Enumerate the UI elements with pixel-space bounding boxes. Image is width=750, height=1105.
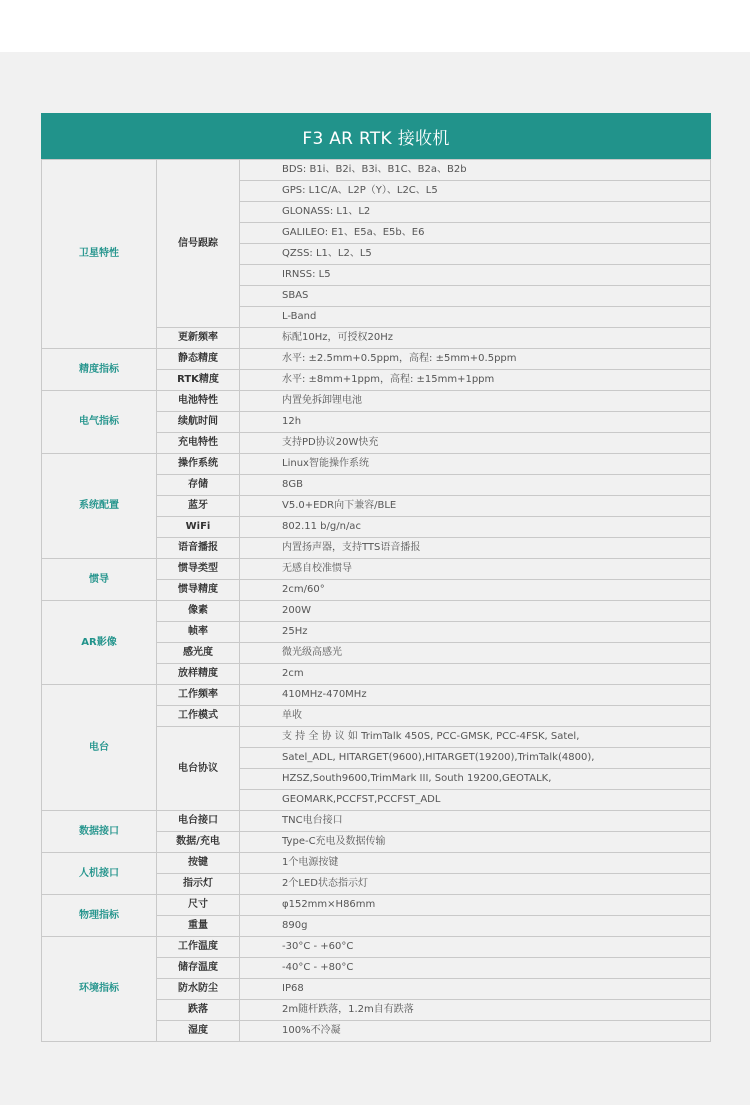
- value-cell: 微光级高感光: [240, 643, 711, 664]
- value-cell: GPS: L1C/A、L2P（Y）、L2C、L5: [240, 181, 711, 202]
- value-cell: 1个电源按键: [240, 853, 711, 874]
- spec-row: [42, 937, 711, 958]
- parameter-cell: 湿度: [157, 1021, 240, 1042]
- spec-title: F3 AR RTK 接收机: [41, 113, 711, 159]
- parameter-cell: 工作模式: [157, 706, 240, 727]
- value-cell: 8GB: [240, 475, 711, 496]
- value-cell: GLONASS: L1、L2: [240, 202, 711, 223]
- value-cell: -30°C - +60°C: [240, 937, 711, 958]
- parameter-cell: 静态精度: [157, 349, 240, 370]
- value-cell: 水平: ±8mm+1ppm，高程: ±15mm+1ppm: [240, 370, 711, 391]
- parameter-cell: 工作频率: [157, 685, 240, 706]
- value-cell: 200W: [240, 601, 711, 622]
- value-cell: 2cm/60°: [240, 580, 711, 601]
- category-cell: 系统配置: [42, 454, 157, 559]
- category-cell: 人机接口: [42, 853, 157, 895]
- value-cell: L-Band: [240, 307, 711, 328]
- parameter-cell: 按键: [157, 853, 240, 874]
- spec-row: [42, 811, 711, 832]
- value-cell: φ152mm×H86mm: [240, 895, 711, 916]
- parameter-cell: 蓝牙: [157, 496, 240, 517]
- value-cell: GALILEO: E1、E5a、E5b、E6: [240, 223, 711, 244]
- parameter-cell: 电台接口: [157, 811, 240, 832]
- value-cell: 25Hz: [240, 622, 711, 643]
- value-cell: Satel_ADL, HITARGET(9600),HITARGET(19200),TrimTalk(4800),: [240, 748, 711, 769]
- category-cell: 精度指标: [42, 349, 157, 391]
- value-cell: QZSS: L1、L2、L5: [240, 244, 711, 265]
- value-cell: TNC电台接口: [240, 811, 711, 832]
- value-cell: Linux智能操作系统: [240, 454, 711, 475]
- category-cell: 惯导: [42, 559, 157, 601]
- spec-row: [42, 391, 711, 412]
- value-cell: 支持PD协议20W快充: [240, 433, 711, 454]
- value-cell: 890g: [240, 916, 711, 937]
- value-cell: 2个LED状态指示灯: [240, 874, 711, 895]
- parameter-cell: 指示灯: [157, 874, 240, 895]
- value-cell: IRNSS: L5: [240, 265, 711, 286]
- spec-row: [42, 895, 711, 916]
- spec-row: [42, 853, 711, 874]
- value-cell: 单收: [240, 706, 711, 727]
- value-cell: 2cm: [240, 664, 711, 685]
- spec-row: [42, 160, 711, 181]
- parameter-cell: WiFi: [157, 517, 240, 538]
- category-cell: 电台: [42, 685, 157, 811]
- value-cell: 内置免拆卸锂电池: [240, 391, 711, 412]
- spec-sheet: [41, 113, 711, 1042]
- category-cell: 物理指标: [42, 895, 157, 937]
- parameter-cell: 语音播报: [157, 538, 240, 559]
- parameter-cell: 储存温度: [157, 958, 240, 979]
- value-cell: 802.11 b/g/n/ac: [240, 517, 711, 538]
- value-cell: IP68: [240, 979, 711, 1000]
- category-cell: 卫星特性: [42, 160, 157, 349]
- value-cell: 内置扬声器，支持TTS语音播报: [240, 538, 711, 559]
- parameter-cell: 充电特性: [157, 433, 240, 454]
- value-cell: -40°C - +80°C: [240, 958, 711, 979]
- spec-row: [42, 349, 711, 370]
- parameter-cell: 帧率: [157, 622, 240, 643]
- parameter-cell: 尺寸: [157, 895, 240, 916]
- parameter-cell: 惯导精度: [157, 580, 240, 601]
- category-cell: 数据接口: [42, 811, 157, 853]
- parameter-cell: 信号跟踪: [157, 160, 240, 328]
- spec-row: [42, 454, 711, 475]
- value-cell: 100%不冷凝: [240, 1021, 711, 1042]
- value-cell: SBAS: [240, 286, 711, 307]
- value-cell: GEOMARK,PCCFST,PCCFST_ADL: [240, 790, 711, 811]
- parameter-cell: 电池特性: [157, 391, 240, 412]
- parameter-cell: 更新频率: [157, 328, 240, 349]
- value-cell: Type-C充电及数据传输: [240, 832, 711, 853]
- parameter-cell: 数据/充电: [157, 832, 240, 853]
- value-cell: 标配10Hz，可授权20Hz: [240, 328, 711, 349]
- category-cell: 环境指标: [42, 937, 157, 1042]
- value-cell: V5.0+EDR向下兼容/BLE: [240, 496, 711, 517]
- parameter-cell: 跌落: [157, 1000, 240, 1021]
- parameter-cell: RTK精度: [157, 370, 240, 391]
- parameter-cell: 重量: [157, 916, 240, 937]
- parameter-cell: 工作温度: [157, 937, 240, 958]
- value-cell: 410MHz-470MHz: [240, 685, 711, 706]
- parameter-cell: 惯导类型: [157, 559, 240, 580]
- parameter-cell: 放样精度: [157, 664, 240, 685]
- spec-table-body: [42, 160, 711, 1042]
- parameter-cell: 感光度: [157, 643, 240, 664]
- category-cell: AR影像: [42, 601, 157, 685]
- value-cell: 支 持 全 协 议 如 TrimTalk 450S, PCC-GMSK, PCC-4FSK, Satel,: [240, 727, 711, 748]
- spec-row: [42, 601, 711, 622]
- parameter-cell: 操作系统: [157, 454, 240, 475]
- parameter-cell: 续航时间: [157, 412, 240, 433]
- value-cell: 12h: [240, 412, 711, 433]
- value-cell: BDS: B1i、B2i、B3i、B1C、B2a、B2b: [240, 160, 711, 181]
- parameter-cell: 防水防尘: [157, 979, 240, 1000]
- parameter-cell: 电台协议: [157, 727, 240, 811]
- parameter-cell: 像素: [157, 601, 240, 622]
- spec-table: [41, 159, 711, 1042]
- spec-row: [42, 685, 711, 706]
- value-cell: 水平: ±2.5mm+0.5ppm，高程: ±5mm+0.5ppm: [240, 349, 711, 370]
- parameter-cell: 存储: [157, 475, 240, 496]
- value-cell: 2m随杆跌落，1.2m自有跌落: [240, 1000, 711, 1021]
- category-cell: 电气指标: [42, 391, 157, 454]
- spec-row: [42, 559, 711, 580]
- value-cell: 无感自校准惯导: [240, 559, 711, 580]
- value-cell: HZSZ,South9600,TrimMark III, South 19200,GEOTALK,: [240, 769, 711, 790]
